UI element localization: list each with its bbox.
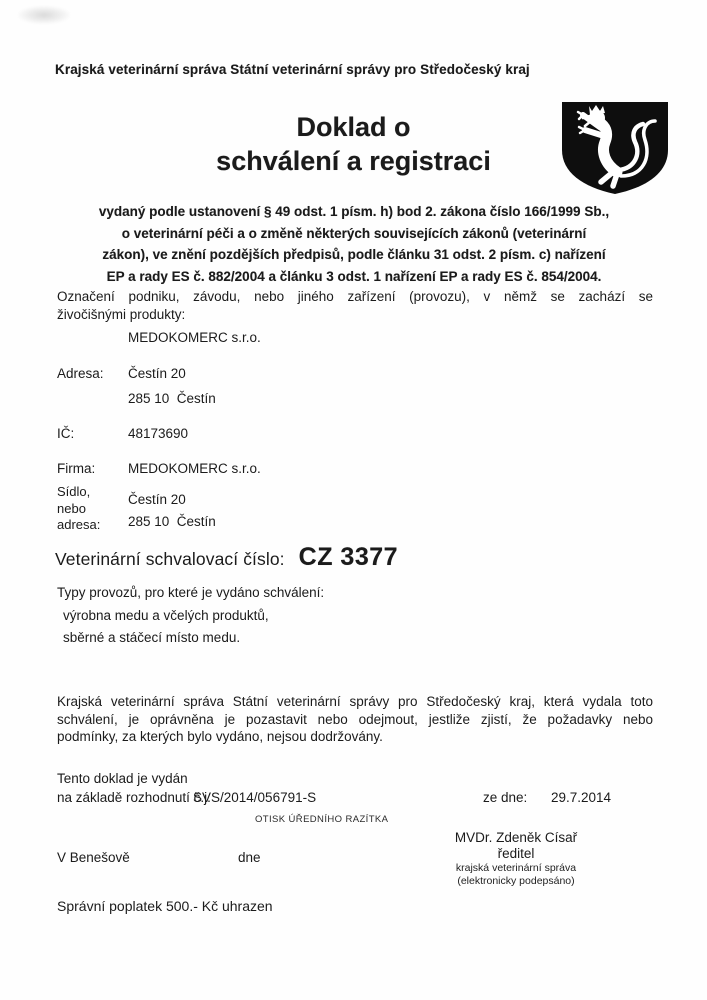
legal-basis-line: o veterinární péči a o změně některých souvisejících zákonů (veterinární bbox=[121, 225, 587, 241]
seat-label bbox=[57, 484, 100, 534]
decision-ref-label: na základě rozhodnutí č.j. bbox=[57, 790, 211, 805]
operation-type-item: sběrné a stáčecí místo medu. bbox=[63, 630, 241, 645]
address-label: Adresa: bbox=[57, 366, 104, 381]
date-word: dne bbox=[238, 850, 261, 865]
designation-line: živočišnými produkty: bbox=[57, 306, 186, 322]
seat-label-line: nebo bbox=[57, 500, 86, 516]
company-name: MEDOKOMERC s.r.o. bbox=[128, 330, 261, 345]
firm-value: MEDOKOMERC s.r.o. bbox=[128, 461, 261, 476]
scan-smudge-artifact bbox=[18, 6, 70, 24]
electronic-signature-note: (elektronicky podepsáno) bbox=[457, 875, 575, 887]
legal-basis-line: zákon), ve znění pozdějších předpisů, podle článku 31 odst. 2 písm. c) nařízení bbox=[102, 247, 606, 262]
seat-line1: Čestín 20 bbox=[128, 492, 186, 507]
legal-basis-line: vydaný podle ustanovení § 49 odst. 1 písm. h) bod 2. zákona číslo 166/1999 Sb., bbox=[98, 204, 610, 219]
seat-line2: 285 10 Čestín bbox=[128, 514, 216, 529]
revocation-clause bbox=[57, 693, 653, 746]
issuance-statement-line2 bbox=[0, 790, 707, 806]
approval-number-line bbox=[55, 543, 655, 572]
signer-role: ředitel bbox=[497, 846, 535, 861]
approval-number-label: Veterinární schvalovací číslo: bbox=[55, 549, 285, 569]
company-id-value: 48173690 bbox=[128, 426, 189, 441]
decision-date-value: 29.7.2014 bbox=[551, 790, 612, 805]
revocation-line: podmínky, za kterých bylo vydáno, nejsou dodržovány. bbox=[57, 729, 383, 744]
designation-paragraph bbox=[57, 288, 653, 323]
revocation-line: Krajská veterinární správa Státní veterinární správy pro Středočeský kraj, která vydala toto bbox=[57, 694, 653, 709]
revocation-line: schválení, je oprávněna je pozastavit nebo odejmout, jestliže zjistí, že požadavky nebo bbox=[57, 711, 653, 727]
decision-number: SVS/2014/056791-S bbox=[193, 790, 317, 805]
seat-label-line: Sídlo, bbox=[57, 484, 91, 499]
issuing-authority: Krajská veterinární správa Státní veterinární správy pro Středočeský kraj bbox=[55, 62, 530, 77]
czech-lion-coat-of-arms-icon bbox=[559, 100, 671, 197]
document-title-line2: schválení a registraci bbox=[216, 146, 491, 176]
signer-organization: krajská veterinární správa bbox=[455, 862, 577, 874]
issuance-statement-line1: Tento doklad je vydán bbox=[57, 771, 188, 786]
company-id-label: IČ: bbox=[57, 426, 75, 441]
document-title-line1: Doklad o bbox=[296, 112, 411, 142]
approval-number-value: CZ 3377 bbox=[298, 543, 399, 571]
address-line1: Čestín 20 bbox=[128, 366, 186, 381]
designation-line: Označení podniku, závodu, nebo jiného zařízení (provozu), v němž se zachází se bbox=[57, 289, 653, 304]
decision-date-label: ze dne: bbox=[483, 790, 528, 805]
place-of-issue: V Benešově bbox=[57, 850, 130, 865]
address-line2: 285 10 Čestín bbox=[128, 391, 216, 406]
legal-basis-paragraph bbox=[44, 201, 664, 287]
legal-basis-line: EP a rady ES č. 882/2004 a článku 3 odst. 1 nařízení EP a rady ES č. 854/2004. bbox=[106, 268, 602, 284]
signer-name: MVDr. Zdeněk Císař bbox=[454, 830, 578, 845]
operation-type-item: výrobna medu a včelých produktů, bbox=[63, 608, 269, 623]
firm-label: Firma: bbox=[57, 461, 96, 476]
operation-types-heading: Typy provozů, pro které je vydáno schválení: bbox=[57, 585, 325, 600]
official-stamp-note: OTISK ÚŘEDNÍHO RAZÍTKA bbox=[255, 814, 389, 825]
seat-label-line: adresa: bbox=[57, 517, 101, 532]
signature-block bbox=[420, 830, 612, 888]
fee-note: Správní poplatek 500.- Kč uhrazen bbox=[57, 898, 273, 914]
